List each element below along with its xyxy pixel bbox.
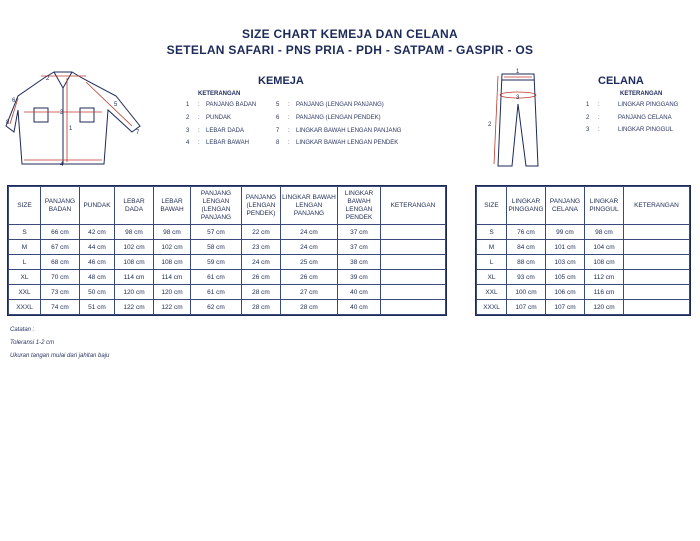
table-cell: 116 cm	[585, 285, 624, 300]
table-row	[9, 255, 446, 270]
table-cell: 46 cm	[80, 255, 115, 270]
kemeja-col-header: PUNDAK	[80, 187, 115, 225]
notes-heading: Catatan :	[10, 327, 35, 333]
table-cell: 40 cm	[338, 300, 381, 315]
table-cell: 70 cm	[41, 270, 80, 285]
table-cell: 28 cm	[242, 285, 281, 300]
table-cell: 101 cm	[546, 240, 585, 255]
shirt-label-6: 6	[12, 98, 16, 104]
table-cell: 98 cm	[585, 225, 624, 240]
table-cell: 24 cm	[281, 225, 338, 240]
table-cell: 27 cm	[281, 285, 338, 300]
table-cell: 40 cm	[338, 285, 381, 300]
kemeja-size-table	[8, 186, 446, 315]
table-cell: L	[477, 255, 507, 270]
shirt-label-7: 7	[136, 130, 140, 136]
table-cell: 88 cm	[507, 255, 546, 270]
table-cell: 66 cm	[41, 225, 80, 240]
table-cell: 108 cm	[154, 255, 191, 270]
table-row	[477, 270, 690, 285]
shirt-label-4: 4	[60, 162, 64, 168]
table-cell: S	[477, 225, 507, 240]
table-cell: 44 cm	[80, 240, 115, 255]
table-cell: XXL	[9, 285, 41, 300]
notes-tolerance: Toleransi 1-2 cm	[10, 340, 55, 346]
kemeja-col-header: PANJANG BADAN	[41, 187, 80, 225]
table-cell: M	[9, 240, 41, 255]
table-cell: 50 cm	[80, 285, 115, 300]
table-cell	[624, 240, 690, 255]
table-cell: 38 cm	[338, 255, 381, 270]
table-row	[477, 225, 690, 240]
table-cell	[381, 225, 446, 240]
table-cell: 98 cm	[154, 225, 191, 240]
table-cell: 108 cm	[115, 255, 154, 270]
shirt-label-1: 1	[69, 126, 73, 132]
celana-col-header: LINGKAR PINGGUL	[585, 187, 624, 225]
table-cell: 120 cm	[154, 285, 191, 300]
kemeja-col-header: PANJANG LENGAN (LENGAN PANJANG	[191, 187, 242, 225]
table-cell: 61 cm	[191, 285, 242, 300]
table-cell	[624, 285, 690, 300]
table-cell: 42 cm	[80, 225, 115, 240]
table-cell: 48 cm	[80, 270, 115, 285]
table-cell: 107 cm	[546, 300, 585, 315]
table-cell: XXXL	[477, 300, 507, 315]
table-cell: 122 cm	[115, 300, 154, 315]
table-cell	[381, 285, 446, 300]
table-cell: 61 cm	[191, 270, 242, 285]
pants-diagram	[486, 68, 546, 170]
table-cell: 93 cm	[507, 270, 546, 285]
kemeja-col-header: SIZE	[9, 187, 41, 225]
table-cell: 68 cm	[41, 255, 80, 270]
table-row	[9, 240, 446, 255]
table-cell: 99 cm	[546, 225, 585, 240]
table-cell: 108 cm	[585, 255, 624, 270]
table-cell	[381, 255, 446, 270]
pants-label-2: 2	[488, 122, 492, 128]
table-cell: 24 cm	[242, 255, 281, 270]
table-cell: 67 cm	[41, 240, 80, 255]
table-cell: 102 cm	[154, 240, 191, 255]
table-cell	[381, 300, 446, 315]
page-title: SIZE CHART KEMEJA DAN CELANA	[242, 27, 458, 41]
table-cell: 104 cm	[585, 240, 624, 255]
table-cell	[624, 225, 690, 240]
kemeja-legend-item: 2 : PUNDAK	[186, 115, 232, 121]
kemeja-legend-item: 1 : PANJANG BADAN	[186, 102, 257, 108]
kemeja-legend-item: 5 : PANJANG (LENGAN PANJANG)	[276, 102, 384, 108]
table-cell: 37 cm	[338, 225, 381, 240]
kemeja-section-title: KEMEJA	[258, 75, 304, 87]
table-row	[477, 300, 690, 315]
kemeja-legend-item: 8 : LINGKAR BAWAH LENGAN PENDEK	[276, 140, 399, 146]
kemeja-legend-item: 7 : LINGKAR BAWAH LENGAN PANJANG	[276, 128, 402, 134]
table-cell: 22 cm	[242, 225, 281, 240]
table-row	[477, 240, 690, 255]
table-cell: 120 cm	[585, 300, 624, 315]
table-cell: XXL	[477, 285, 507, 300]
table-cell: 58 cm	[191, 240, 242, 255]
shirt-diagram	[4, 68, 149, 170]
table-cell: 114 cm	[154, 270, 191, 285]
kemeja-col-header: PANJANG (LENGAN PENDEK)	[242, 187, 281, 225]
kemeja-legend-item: 4 : LEBAR BAWAH	[186, 140, 249, 146]
table-cell: 57 cm	[191, 225, 242, 240]
table-cell: 106 cm	[546, 285, 585, 300]
table-cell	[381, 240, 446, 255]
table-cell	[624, 270, 690, 285]
table-row	[9, 300, 446, 315]
table-row	[9, 285, 446, 300]
table-cell: 74 cm	[41, 300, 80, 315]
notes-sleeve: Ukuran tangan mulai dari jahitan baju	[10, 353, 110, 359]
kemeja-col-header: LEBAR BAWAH	[154, 187, 191, 225]
shirt-label-8: 8	[6, 120, 10, 126]
table-row	[477, 255, 690, 270]
kemeja-keterangan-label: KETERANGAN	[198, 91, 241, 97]
table-cell: 51 cm	[80, 300, 115, 315]
table-cell: 102 cm	[115, 240, 154, 255]
celana-legend-item: 2 : PANJANG CELANA	[586, 115, 672, 121]
celana-col-header: SIZE	[477, 187, 507, 225]
table-cell	[624, 255, 690, 270]
kemeja-col-header: LINGKAR BAWAH LENGAN PENDEK	[338, 187, 381, 225]
page-subtitle: SETELAN SAFARI - PNS PRIA - PDH - SATPAM - GASPIR - OS	[166, 43, 534, 57]
table-header-row	[9, 187, 446, 225]
table-cell: 23 cm	[242, 240, 281, 255]
table-cell	[381, 270, 446, 285]
kemeja-col-header: LINGKAR BAWAH LENGAN PANJANG	[281, 187, 338, 225]
celana-col-header: KETERANGAN	[624, 187, 690, 225]
table-header-row	[477, 187, 690, 225]
table-cell: M	[477, 240, 507, 255]
celana-legend-item: 3 : LINGKAR PINGGUL	[586, 127, 674, 133]
table-cell: 26 cm	[242, 270, 281, 285]
table-row	[9, 270, 446, 285]
pants-label-3: 3	[516, 95, 520, 101]
table-cell: 28 cm	[281, 300, 338, 315]
kemeja-col-header: KETERANGAN	[381, 187, 446, 225]
table-cell: 98 cm	[115, 225, 154, 240]
celana-keterangan-label: KETERANGAN	[620, 91, 663, 97]
table-cell: 24 cm	[281, 240, 338, 255]
table-cell: 120 cm	[115, 285, 154, 300]
table-row	[477, 285, 690, 300]
table-cell: 105 cm	[546, 270, 585, 285]
table-cell: 25 cm	[281, 255, 338, 270]
table-cell: 84 cm	[507, 240, 546, 255]
kemeja-col-header: LEBAR DADA	[115, 187, 154, 225]
table-cell: XL	[477, 270, 507, 285]
celana-col-header: LINGKAR PINGGANG	[507, 187, 546, 225]
table-cell: 76 cm	[507, 225, 546, 240]
table-cell: 73 cm	[41, 285, 80, 300]
celana-section-title: CELANA	[598, 75, 644, 87]
shirt-label-3: 3	[60, 110, 64, 116]
table-row	[9, 225, 446, 240]
kemeja-legend-item: 3 : LEBAR DADA	[186, 128, 245, 134]
table-cell: 62 cm	[191, 300, 242, 315]
table-cell: L	[9, 255, 41, 270]
pants-label-1: 1	[516, 69, 520, 75]
table-cell: 37 cm	[338, 240, 381, 255]
table-cell: XL	[9, 270, 41, 285]
celana-col-header: PANJANG CELANA	[546, 187, 585, 225]
table-cell: 107 cm	[507, 300, 546, 315]
table-cell: XXXL	[9, 300, 41, 315]
table-cell: 103 cm	[546, 255, 585, 270]
table-cell: 122 cm	[154, 300, 191, 315]
celana-legend-item: 1 : LINGKAR PINGGANG	[586, 102, 679, 108]
table-cell: 59 cm	[191, 255, 242, 270]
table-cell	[624, 300, 690, 315]
celana-size-table	[476, 186, 690, 315]
shirt-label-2: 2	[46, 76, 50, 82]
table-cell: 100 cm	[507, 285, 546, 300]
table-cell: 39 cm	[338, 270, 381, 285]
table-cell: 112 cm	[585, 270, 624, 285]
table-cell: S	[9, 225, 41, 240]
table-cell: 26 cm	[281, 270, 338, 285]
shirt-label-5: 5	[114, 102, 118, 108]
table-cell: 114 cm	[115, 270, 154, 285]
table-cell: 28 cm	[242, 300, 281, 315]
kemeja-legend-item: 6 : PANJANG (LENGAN PENDEK)	[276, 115, 381, 121]
